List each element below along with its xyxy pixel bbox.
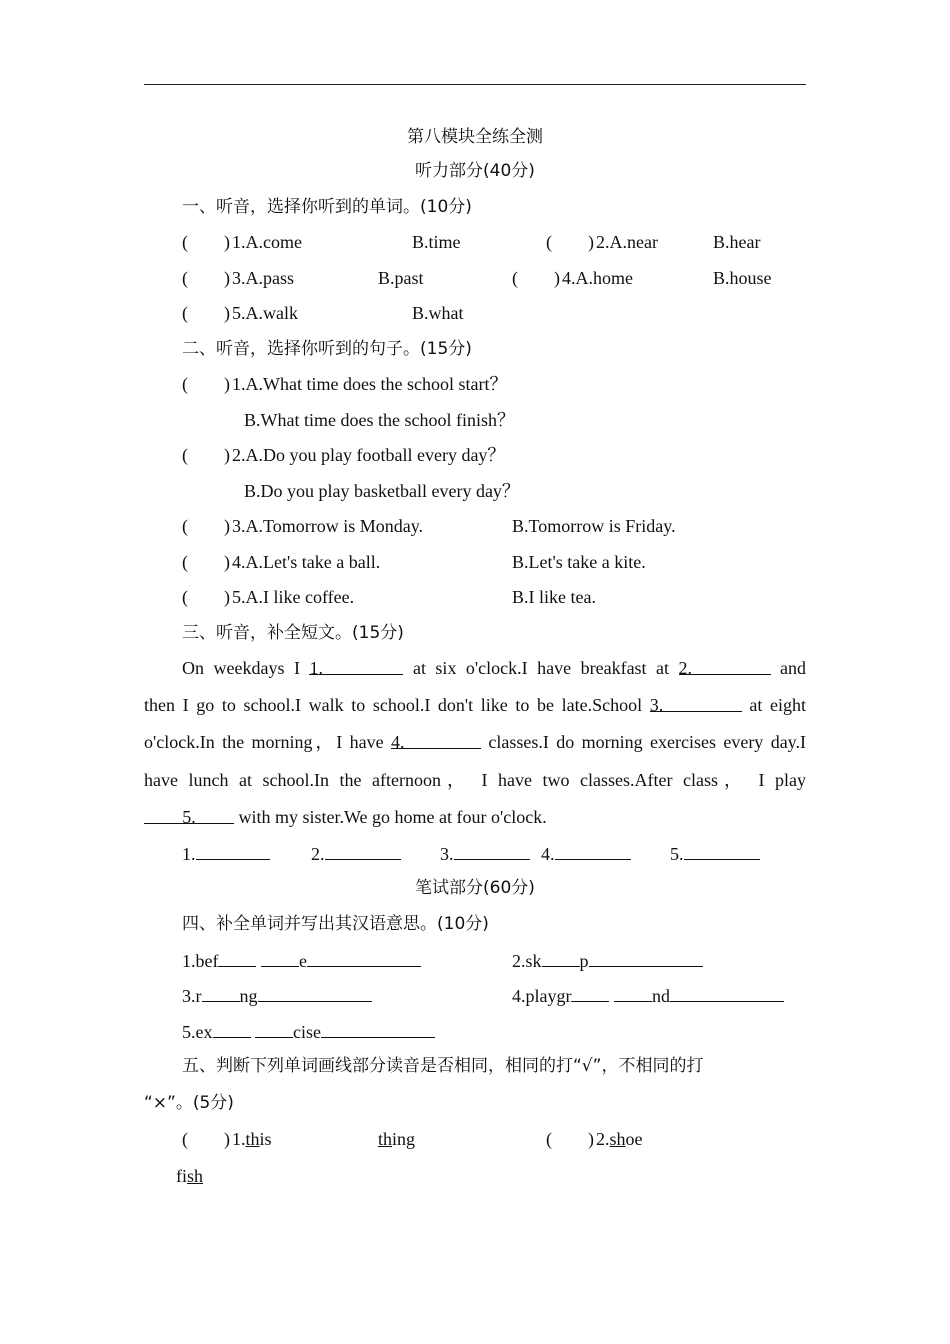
section-1-title: 一、听音，选择你听到的单词。(10分) <box>182 197 472 217</box>
s5-q1-word-2: thing <box>378 1129 416 1149</box>
s4-word-5: 5.ex cise <box>182 1020 435 1043</box>
s4-word-1: 1.bef e <box>182 949 421 972</box>
passage-blank-5[interactable]: 5. <box>144 806 234 824</box>
s5-q1-paren[interactable]: ( ) <box>182 1129 230 1149</box>
section-3-title: 三、听音，补全短文。(15分) <box>182 623 404 643</box>
s1-q2-option-b: B.hear <box>713 232 761 252</box>
s1-q5-paren[interactable]: ( ) <box>182 303 230 323</box>
s1-q3-paren[interactable]: ( ) <box>182 268 230 288</box>
s1-q1-paren[interactable]: ( ) <box>182 232 230 252</box>
s4-w3-meaning[interactable] <box>258 984 372 1002</box>
s2-q2-option-b: B.Do you play basketball every day？ <box>244 481 520 501</box>
answer-3: 3. <box>440 842 530 865</box>
s1-q3-option-a: 3.A.pass <box>232 268 294 288</box>
passage-line-2: then I go to school.I walk to school.I don't like to be late.School 3. at eight <box>144 695 806 715</box>
s5-q1-word-1: 1.this <box>232 1129 272 1149</box>
s2-q2-option-a: 2.A.Do you play football every day？ <box>232 445 506 465</box>
s2-q3-option-b: B.Tomorrow is Friday. <box>512 516 676 536</box>
s4-w1-blank-a[interactable] <box>218 949 256 967</box>
section-2-title: 二、听音，选择你听到的句子。(15分) <box>182 339 472 359</box>
answer-blank-4[interactable] <box>555 842 631 860</box>
answer-blank-5[interactable] <box>684 842 760 860</box>
answer-4: 4. <box>541 842 631 865</box>
s4-word-2: 2.sk p <box>512 949 703 972</box>
passage-blank-1[interactable]: 1. <box>309 657 403 675</box>
s2-q4-paren[interactable]: ( ) <box>182 552 230 572</box>
answer-2: 2. <box>311 842 401 865</box>
s2-q4-option-a: 4.A.Let's take a ball. <box>232 552 381 572</box>
answer-5: 5. <box>670 842 760 865</box>
s5-q2-word-2: fish <box>176 1166 204 1186</box>
s1-q4-option-b: B.house <box>713 268 772 288</box>
s4-w4-blank-b[interactable] <box>614 984 652 1002</box>
s4-w5-meaning[interactable] <box>321 1020 435 1038</box>
s1-q2-option-a: 2.A.near <box>596 232 658 252</box>
s1-q1-option-b: B.time <box>412 232 461 252</box>
header-rule <box>144 84 806 85</box>
s1-q4-paren[interactable]: ( ) <box>512 268 560 288</box>
s4-w3-blank[interactable] <box>202 984 240 1002</box>
s1-q4-option-a: 4.A.home <box>562 268 633 288</box>
s4-word-4: 4.playgr nd <box>512 984 784 1007</box>
s2-q5-option-b: B.I like tea. <box>512 587 596 607</box>
s4-word-3: 3.r ng <box>182 984 372 1007</box>
s1-q3-option-b: B.past <box>378 268 424 288</box>
answer-blank-1[interactable] <box>196 842 270 860</box>
passage-line-5: 5. with my sister.We go home at four o'clock. <box>144 806 547 828</box>
writing-header: 笔试部分(60分) <box>415 878 535 898</box>
s4-w5-blank-b[interactable] <box>255 1020 293 1038</box>
passage-line-4: have lunch at school.In the afternoon， I have two classes.After class， I play <box>144 770 806 790</box>
s2-q1-option-b: B.What time does the school finish？ <box>244 410 515 430</box>
section-4-title: 四、补全单词并写出其汉语意思。(10分) <box>182 914 489 934</box>
answer-1: 1. <box>182 842 270 865</box>
answer-blank-2[interactable] <box>325 842 401 860</box>
page-title: 第八模块全练全测 <box>407 127 543 147</box>
passage-blank-2[interactable]: 2. <box>679 657 771 675</box>
passage-blank-3[interactable]: 3. <box>650 694 742 712</box>
s2-q2-paren[interactable]: ( ) <box>182 445 230 465</box>
s5-q2-paren[interactable]: ( ) <box>546 1129 594 1149</box>
answer-blank-3[interactable] <box>454 842 530 860</box>
s2-q3-paren[interactable]: ( ) <box>182 516 230 536</box>
s2-q5-paren[interactable]: ( ) <box>182 587 230 607</box>
passage-line-1: On weekdays I 1. at six o'clock.I have breakfast at 2. and <box>182 658 807 678</box>
listening-header: 听力部分(40分) <box>415 161 535 181</box>
s2-q1-paren[interactable]: ( ) <box>182 374 230 394</box>
s1-q5-option-b: B.what <box>412 303 464 323</box>
s4-w4-blank-a[interactable] <box>571 984 609 1002</box>
s2-q1-option-a: 1.A.What time does the school start？ <box>232 374 508 394</box>
s4-w1-meaning[interactable] <box>307 949 421 967</box>
s5-q2-word-1: 2.shoe <box>596 1129 643 1149</box>
s1-q2-paren[interactable]: ( ) <box>546 232 594 252</box>
s4-w1-blank-b[interactable] <box>261 949 299 967</box>
passage-blank-4[interactable]: 4. <box>391 731 481 749</box>
s1-q5-option-a: 5.A.walk <box>232 303 298 323</box>
passage-line-3: o'clock.In the morning，I have 4. classes.I do morning exercises every day.I <box>144 732 807 752</box>
s2-q4-option-b: B.Let's take a kite. <box>512 552 646 572</box>
s1-q1-option-a: 1.A.come <box>232 232 302 252</box>
s2-q5-option-a: 5.A.I like coffee. <box>232 587 355 607</box>
s2-q3-option-a: 3.A.Tomorrow is Monday. <box>232 516 424 536</box>
s4-w2-blank[interactable] <box>542 949 580 967</box>
s4-w2-meaning[interactable] <box>589 949 703 967</box>
section-5-title-line-1: 五、判断下列单词画线部分读音是否相同，相同的打“√”，不相同的打 <box>182 1056 704 1076</box>
section-5-title-line-2: “×”。(5分) <box>144 1093 234 1113</box>
s4-w4-meaning[interactable] <box>670 984 784 1002</box>
s4-w5-blank-a[interactable] <box>213 1020 251 1038</box>
